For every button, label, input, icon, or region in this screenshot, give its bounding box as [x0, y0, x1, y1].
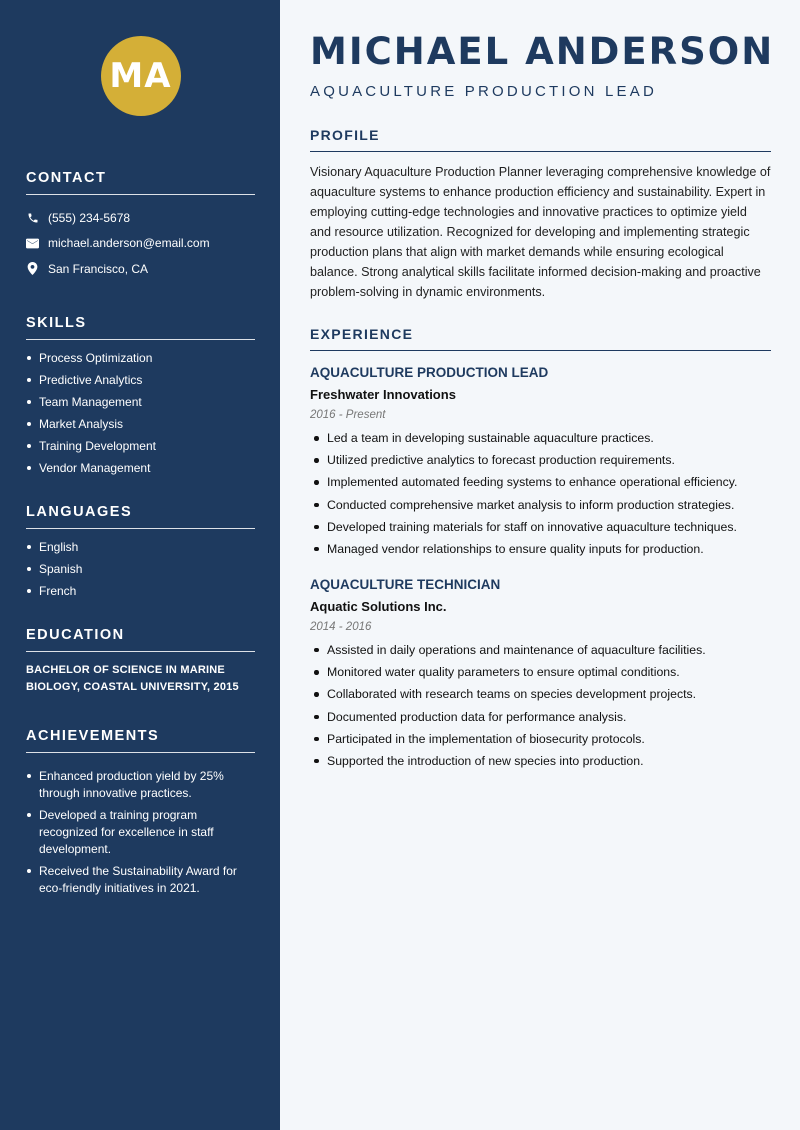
experience-heading: EXPERIENCE: [310, 326, 771, 351]
languages-section: [26, 504, 255, 600]
language-item: English: [26, 539, 255, 556]
job-bullet: Supported the introduction of new species into production.: [310, 753, 771, 769]
profile-heading: PROFILE: [310, 127, 771, 152]
sidebar: [0, 0, 280, 1130]
education-section: [26, 627, 255, 696]
person-name: MICHAEL ANDERSON: [310, 30, 775, 73]
phone-icon: [26, 211, 39, 224]
contact-location-text: San Francisco, CA: [48, 261, 149, 276]
education-degree: BACHELOR OF SCIENCE IN MARINE BIOLOGY, COASTAL UNIVERSITY, 2015: [26, 663, 239, 693]
languages-list: [26, 539, 255, 600]
contact-location: [26, 256, 255, 282]
job-bullet: Documented production data for performance analysis.: [310, 709, 771, 725]
contact-phone-text: (555) 234-5678: [48, 210, 131, 225]
contact-email-text: michael.anderson@email.com: [48, 236, 210, 251]
job-bullet: Collaborated with research teams on species development projects.: [310, 686, 771, 702]
skills-list: [26, 350, 255, 477]
job-bullet: Conducted comprehensive market analysis to inform production strategies.: [310, 497, 771, 513]
skills-heading: SKILLS: [26, 315, 255, 340]
language-item: French: [26, 583, 255, 600]
job-entry: [310, 577, 771, 769]
contact-phone: [26, 205, 255, 231]
job-role: AQUACULTURE TECHNICIAN: [310, 576, 501, 592]
skill-item: Training Development: [26, 438, 255, 455]
contact-section: [26, 170, 255, 282]
achievement-item: Developed a training program recognized for excellence in staff development.: [26, 807, 255, 858]
email-icon: [26, 237, 39, 250]
achievements-heading: ACHIEVEMENTS: [26, 728, 255, 753]
location-pin-icon: [26, 262, 39, 275]
experience-section: [310, 326, 771, 769]
skill-item: Predictive Analytics: [26, 372, 255, 389]
job-company: Freshwater Innovations: [310, 387, 456, 402]
job-bullet: Participated in the implementation of biosecurity protocols.: [310, 731, 771, 747]
job-entry: [310, 365, 771, 557]
achievement-item: Received the Sustainability Award for eco-friendly initiatives in 2021.: [26, 863, 255, 897]
main-content: [280, 0, 800, 1130]
skill-item: Process Optimization: [26, 350, 255, 367]
job-bullet: Assisted in daily operations and maintenance of aquaculture facilities.: [310, 642, 771, 658]
skill-item: Market Analysis: [26, 416, 255, 433]
job-company: Aquatic Solutions Inc.: [310, 598, 447, 614]
skill-item: Vendor Management: [26, 460, 255, 477]
job-bullets: [310, 642, 771, 769]
job-dates: 2016 - Present: [310, 409, 386, 421]
achievements-section: [26, 728, 255, 897]
achievement-item: Enhanced production yield by 25% through innovative practices.: [26, 768, 255, 802]
job-bullet: Implemented automated feeding systems to enhance operational efficiency.: [310, 474, 771, 490]
job-bullet: Monitored water quality parameters to ensure optimal conditions.: [310, 664, 771, 680]
skill-item: Team Management: [26, 394, 255, 411]
job-role: AQUACULTURE PRODUCTION LEAD: [310, 365, 549, 380]
education-heading: EDUCATION: [26, 627, 255, 652]
person-title: AQUACULTURE PRODUCTION LEAD: [310, 83, 657, 100]
job-dates: 2014 - 2016: [310, 620, 372, 633]
contact-heading: CONTACT: [26, 170, 255, 195]
job-bullet: Led a team in developing sustainable aquaculture practices.: [310, 430, 771, 446]
avatar: [101, 36, 181, 116]
job-bullets: [310, 430, 771, 557]
achievements-list: [26, 768, 255, 897]
profile-text: Visionary Aquaculture Production Planner leveraging comprehensive knowledge of aquaculture systems to enhance production efficiency and sustainability. Expert in employing cutting-edge technologies and innovative practices to optimize yield and resource utilization. Recognized for developing and implementing strategic production plans that align with market demands while ensuring ecological balance. Strong analytical skills facilitate informed decision-making and proactive problem-solving in dynamic environments.: [310, 165, 771, 299]
job-bullet: Managed vendor relationships to ensure quality inputs for production.: [310, 541, 771, 557]
profile-section: [310, 127, 771, 302]
languages-heading: LANGUAGES: [26, 504, 255, 529]
contact-list: [26, 205, 255, 282]
avatar-initials: MA: [109, 56, 172, 96]
contact-email: [26, 231, 255, 257]
language-item: Spanish: [26, 561, 255, 578]
job-bullet: Utilized predictive analytics to forecast production requirements.: [310, 452, 771, 468]
job-bullet: Developed training materials for staff on innovative aquaculture techniques.: [310, 519, 771, 535]
skills-section: [26, 315, 255, 477]
